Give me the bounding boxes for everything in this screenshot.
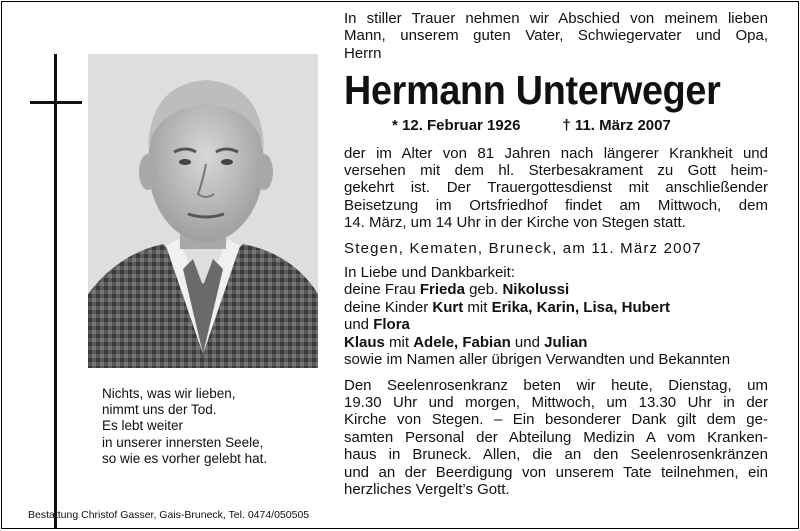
life-dates	[344, 117, 768, 134]
cross-icon	[54, 54, 57, 528]
family-children: deine Kinder Kurt mit Erika, Karin, Lisa, Hubert	[344, 298, 670, 316]
poem-line: so wie es vorher gelebt hat.	[102, 450, 268, 466]
family-children: und Flora	[344, 316, 410, 334]
family-others: sowie im Namen aller übrigen Verwandten und Bekannten	[344, 351, 731, 369]
death-date: † 11. März 2007	[562, 117, 671, 135]
intro-line: Mann, unserem guten Vater, Schwiegervater und Opa,	[344, 27, 768, 45]
poem-line: nimmt uns der Tod.	[102, 402, 217, 418]
portrait-photo	[88, 54, 318, 368]
family-children: Klaus mit Adele, Fabian und Julian	[344, 333, 588, 351]
funeral-home-footer: Bestattung Christof Gasser, Gais-Bruneck, Tel. 0474/050505	[28, 509, 310, 521]
obituary-notice	[1, 1, 799, 529]
cross-icon-bar	[30, 101, 82, 104]
deceased-name: Hermann Unterweger	[344, 67, 721, 114]
poem-line: in unserer innersten Seele,	[102, 434, 264, 450]
intro-line: In stiller Trauer nehmen wir Abschied von meinem lieben	[344, 10, 768, 27]
poem-line: Nichts, was wir lieben,	[102, 386, 236, 401]
poem	[102, 386, 267, 467]
intro-line: Herrn	[344, 44, 382, 62]
rosary-line: herzliches Vergelt’s Gott.	[344, 480, 510, 498]
rosary-line: haus in Bruneck. Allen, die an den Seelenrosenkränzen	[344, 446, 768, 464]
rosary-line: samten Personal der Abteilung Medizin A vom Kranken-	[344, 428, 768, 446]
family-wife: deine Frau Frieda geb. Nikolussi	[344, 281, 570, 299]
rosary-line: 19.30 Uhr und morgen, Mittwoch, um 13.30 Uhr in der	[344, 393, 768, 411]
rosary-line: Den Seelenrosenkranz beten wir heute, Dienstag, um	[344, 376, 768, 394]
body-line: gekehrt ist. Der Trauergottesdienst mit anschließender	[344, 179, 768, 197]
body-line: Beisetzung im Ortsfriedhof findet am Mittwoch, dem	[344, 196, 768, 214]
body-line: versehen mit dem hl. Sterbesakrament zu Gott heim-	[344, 162, 768, 180]
notice-text	[344, 10, 768, 498]
body-line: der im Alter von 81 Jahren nach längerer Krankheit und	[344, 144, 768, 162]
poem-line: Es lebt weiter	[102, 418, 184, 434]
body-line: 14. März, um 14 Uhr in der Kirche von Stegen statt.	[344, 214, 686, 232]
rosary-line: Kirche von Stegen. – Ein besonderer Dank gilt dem ge-	[344, 411, 768, 429]
place-date: Stegen, Kematen, Bruneck, am 11. März 2007	[344, 239, 702, 257]
rosary-line: und an der Beerdigung von unserem Tate teilnehmen, ein	[344, 463, 768, 481]
family-heading: In Liebe und Dankbarkeit:	[344, 264, 515, 282]
birth-date: * 12. Februar 1926	[392, 117, 521, 135]
